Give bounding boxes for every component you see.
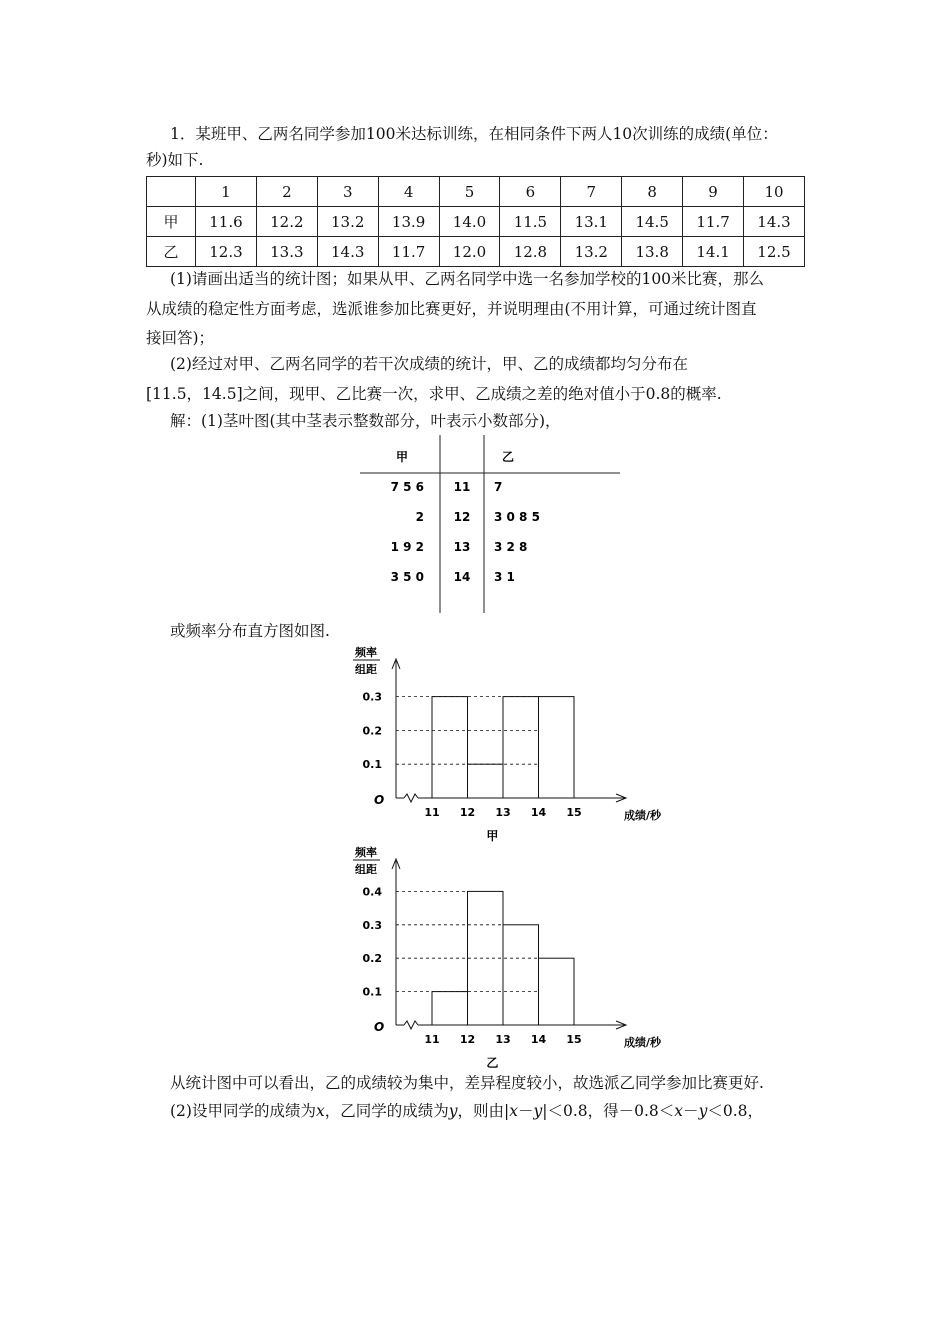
table-cell: 3 [317,177,378,207]
table-row [147,207,805,237]
y-tick-label: 0.2 [362,724,382,738]
table-cell: 14.1 [683,237,744,267]
table-cell: 12.3 [196,237,257,267]
table-row-label: 乙 [147,237,196,267]
x-axis-break [404,794,418,802]
table-cell: 13.1 [561,207,622,237]
table-cell: 13.2 [317,207,378,237]
stem-leaf-left-leaves: 1 9 2 [390,540,424,554]
chart-caption: 甲 [486,829,499,843]
text-run: (2)设甲同学的成绩为 [170,1102,316,1120]
y-tick-label: 0.1 [362,985,382,999]
solution-line1: 解：(1)茎叶图(其中茎表示整数部分，叶表示小数部分)， [170,412,561,430]
histogram-bar [468,891,504,1025]
histogram-bar [432,697,468,798]
table-cell: 1 [196,177,257,207]
table-cell: 4 [378,177,439,207]
problem-intro-line2: 秒)如下. [146,151,204,169]
y-tick-label: 0.2 [362,952,382,966]
histogram-bar [468,764,504,798]
table-cell: 7 [561,177,622,207]
table-cell: 6 [500,177,561,207]
table-cell: 13.9 [378,207,439,237]
question2-line1: (2)经过对甲、乙两名同学的若干次成绩的统计，甲、乙的成绩都均匀分布在 [170,355,688,373]
stem-leaf-right-leaves: 7 [494,480,503,494]
table-row [147,237,805,267]
table-cell: 14.3 [744,207,805,237]
y-axis-label-numerator: 频率 [355,646,377,659]
table-cell: 11.5 [500,207,561,237]
table-cell: 12.5 [744,237,805,267]
stem-leaf-right-leaves: 3 0 8 5 [494,510,540,524]
table-cell: 11.7 [683,207,744,237]
table-header-row [147,177,805,207]
x-tick-label: 14 [530,1033,547,1046]
x-tick-label: 15 [566,1033,582,1046]
histogram-bar [503,925,539,1025]
origin-label: O [374,793,385,807]
x-tick-label: 13 [495,806,511,819]
origin-label: O [374,1020,385,1034]
table-cell: 11.6 [196,207,257,237]
stem-leaf-stem: 12 [453,510,471,524]
y-axis-label-denominator: 组距 [355,663,377,676]
text-run: － [683,1102,699,1120]
histogram-jia [340,645,662,845]
x-axis-break [404,1021,418,1029]
y-tick-label: 0.3 [362,918,382,932]
x-tick-label: 11 [424,806,440,819]
histogram-bar [503,697,539,798]
histogram-bar [539,697,575,798]
stem-leaf-plot [360,435,660,620]
text-run: |＜0.8，得－0.8＜ [542,1102,675,1120]
histogram-yi [340,845,662,1073]
x-tick-label: 14 [530,806,547,819]
y-tick-label: 0.3 [362,690,382,704]
var-x: x [509,1102,518,1120]
x-tick-label: 12 [459,806,476,819]
histogram-bar [432,992,468,1025]
table-row-label: 甲 [147,207,196,237]
table-cell: 12.8 [500,237,561,267]
text-run: ，则由| [457,1102,510,1120]
var-x: x [315,1102,325,1120]
table-cell: 14.3 [317,237,378,267]
table-cell: 2 [256,177,317,207]
problem-intro-line1: 1．某班甲、乙两名同学参加100米达标训练，在相同条件下两人10次训练的成绩(单位： [170,125,778,143]
stem-leaf-right-leaves: 3 2 8 [494,540,528,554]
table-cell: 13.8 [622,237,683,267]
stem-leaf-right-leaves: 3 1 [494,570,515,584]
table-cell: 9 [683,177,744,207]
var-x: x [674,1102,684,1120]
table-cell: 12.2 [256,207,317,237]
table-cell: 11.7 [378,237,439,267]
x-axis-label: 成绩/秒 [624,809,662,822]
question1-line1: (1)请画出适当的统计图；如果从甲、乙两名同学中选一名参加学校的100米比赛，那么 [170,270,765,288]
stem-leaf-stem: 13 [453,540,471,554]
stem-leaf-left-leaves: 2 [415,510,424,524]
x-tick-label: 13 [495,1033,511,1046]
text-run: － [517,1102,534,1120]
stem-leaf-stem: 11 [453,480,471,494]
table-cell [147,177,196,207]
score-table [146,176,805,267]
y-tick-label: 0.1 [362,758,382,772]
y-axis-label-denominator: 组距 [355,863,377,876]
stem-leaf-right-label: 乙 [501,450,515,464]
stem-leaf-left-leaves: 7 5 6 [390,480,424,494]
text-run: ＜0.8， [707,1102,763,1120]
chart-caption: 乙 [486,1056,499,1070]
table-cell: 8 [622,177,683,207]
stem-leaf-stem: 14 [453,570,471,584]
var-y: y [533,1102,543,1120]
table-cell: 14.0 [439,207,500,237]
y-tick-label: 0.4 [362,885,382,899]
table-cell: 10 [744,177,805,207]
table-cell: 5 [439,177,500,207]
solution-part2-line [170,1100,763,1122]
histogram-bar [539,958,575,1025]
question1-line2: 从成绩的稳定性方面考虑，选派谁参加比赛更好，并说明理由(不用计算，可通过统计图直 [146,300,757,318]
conclusion-line: 从统计图中可以看出，乙的成绩较为集中，差异程度较小，故选派乙同学参加比赛更好. [170,1074,764,1092]
table-cell: 12.0 [439,237,500,267]
table-cell: 13.2 [561,237,622,267]
text-run: ，乙同学的成绩为 [324,1102,449,1120]
question2-line2: [11.5，14.5]之间，现甲、乙比赛一次，求甲、乙成绩之差的绝对值小于0.8的概率. [146,385,722,403]
histogram-intro: 或频率分布直方图如图. [170,622,330,640]
y-axis-label-numerator: 频率 [355,846,377,859]
x-axis-label: 成绩/秒 [624,1036,662,1049]
x-tick-label: 12 [459,1033,476,1046]
table-cell: 14.5 [622,207,683,237]
x-tick-label: 11 [424,1033,440,1046]
table-cell: 13.3 [256,237,317,267]
stem-leaf-left-label: 甲 [395,450,409,464]
var-y: y [698,1102,708,1120]
var-y: y [448,1102,458,1120]
question1-line3: 接回答)； [146,329,215,347]
x-tick-label: 15 [566,806,582,819]
stem-leaf-left-leaves: 3 5 0 [390,570,424,584]
